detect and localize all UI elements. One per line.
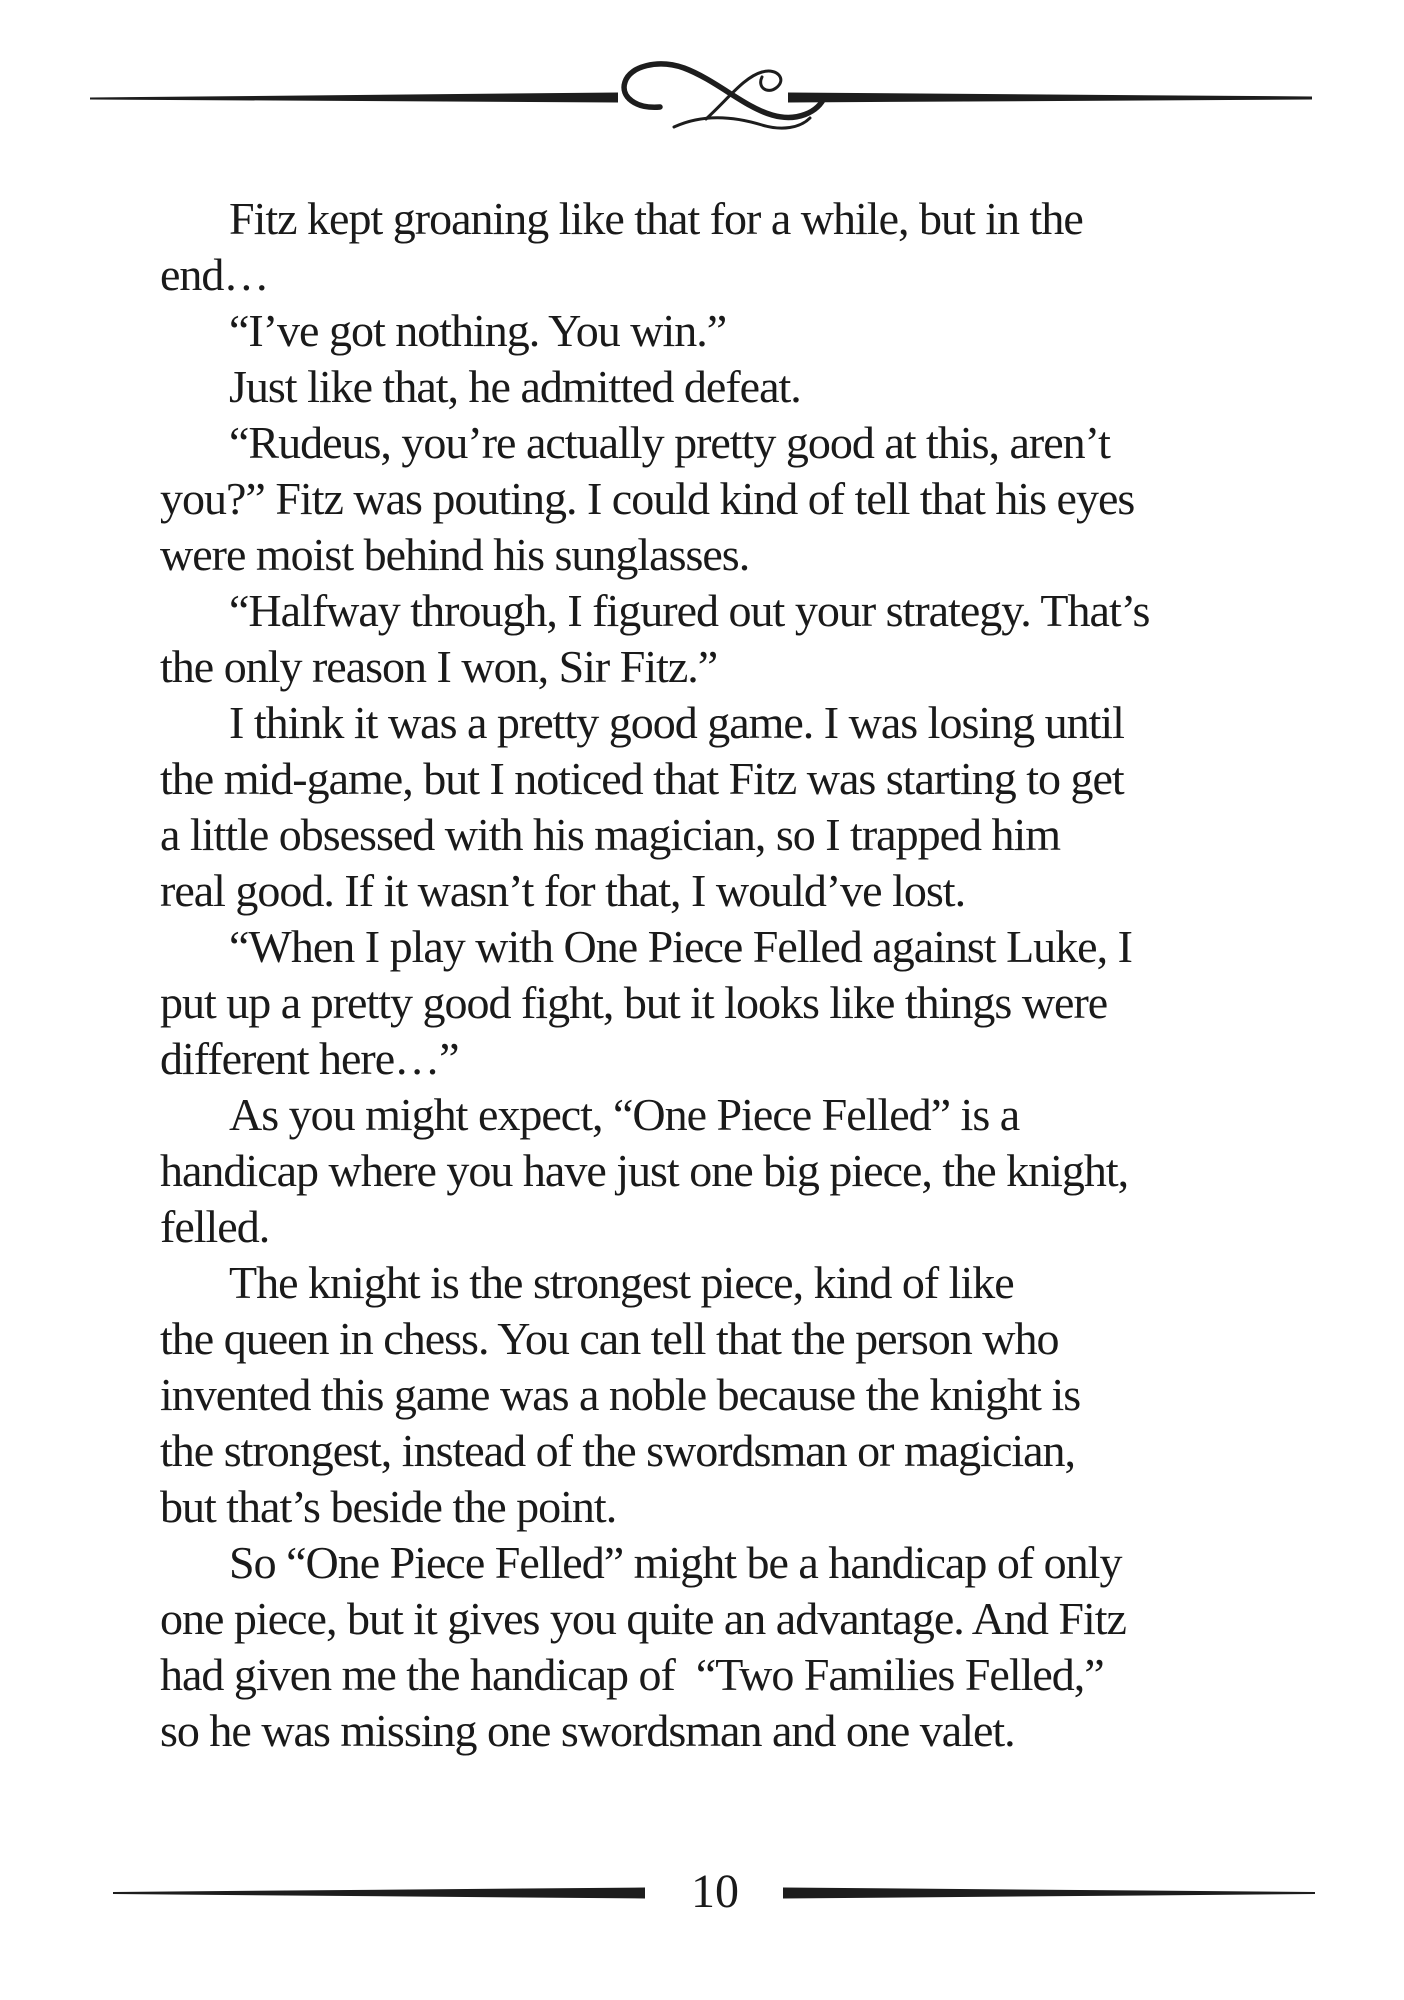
text-line: “I’ve got nothing. You win.” <box>229 305 727 356</box>
paragraph <box>160 359 1325 415</box>
text-line: the strongest, instead of the swordsman or magician, <box>160 1425 1076 1476</box>
text-line: handicap where you have just one big piece, the knight, <box>160 1145 1129 1196</box>
text-line: “Rudeus, you’re actually pretty good at this, aren’t <box>229 417 1110 468</box>
paragraph <box>160 919 1325 1087</box>
paragraph <box>160 695 1325 919</box>
text-line: As you might expect, “One Piece Felled” is a <box>229 1089 1020 1140</box>
text-line: Just like that, he admitted defeat. <box>229 361 801 412</box>
paragraph <box>160 1255 1325 1535</box>
paragraph <box>160 1535 1325 1759</box>
paragraph <box>160 303 1325 359</box>
text-line: had given me the handicap of “Two Families Felled,” <box>160 1649 1104 1700</box>
text-line: felled. <box>160 1201 270 1252</box>
text-line: invented this game was a noble because the knight is <box>160 1369 1081 1420</box>
footer-divider <box>113 1862 1315 1924</box>
text-line: I think it was a pretty good game. I was losing until <box>229 697 1124 748</box>
text-line: “Halfway through, I figured out your strategy. That’s <box>229 585 1150 636</box>
text-line: The knight is the strongest piece, kind of like <box>229 1257 1014 1308</box>
text-line: “When I play with One Piece Felled against Luke, I <box>229 921 1132 972</box>
body-text <box>160 191 1325 1759</box>
header-divider <box>90 55 1312 147</box>
text-line: different here…” <box>160 1033 459 1084</box>
footer-rule-right-icon <box>783 1887 1315 1899</box>
text-line: so he was missing one swordsman and one valet. <box>160 1705 1015 1756</box>
header-rule-right-icon <box>788 92 1312 103</box>
text-line: end… <box>160 249 269 300</box>
text-line: the queen in chess. You can tell that the person who <box>160 1313 1059 1364</box>
text-line: you?” Fitz was pouting. I could kind of tell that his eyes <box>160 473 1135 524</box>
text-line: the mid-game, but I noticed that Fitz was starting to get <box>160 753 1124 804</box>
text-line: but that’s beside the point. <box>160 1481 617 1532</box>
text-line: a little obsessed with his magician, so I trapped him <box>160 809 1061 860</box>
text-line: So “One Piece Felled” might be a handicap of only <box>229 1537 1122 1588</box>
text-line: one piece, but it gives you quite an advantage. And Fitz <box>160 1593 1126 1644</box>
footer-rule-left-icon <box>113 1887 645 1899</box>
text-line: real good. If it wasn’t for that, I would’ve lost. <box>160 865 966 916</box>
text-line: put up a pretty good fight, but it looks like things were <box>160 977 1108 1028</box>
paragraph <box>160 191 1325 303</box>
text-line: were moist behind his sunglasses. <box>160 529 750 580</box>
header-rule-left-icon <box>90 92 618 103</box>
paragraph <box>160 583 1325 695</box>
text-line: Fitz kept groaning like that for a while, but in the <box>229 193 1083 244</box>
text-line: the only reason I won, Sir Fitz.” <box>160 641 718 692</box>
paragraph <box>160 415 1325 583</box>
paragraph <box>160 1087 1325 1255</box>
page-number: 10 <box>691 1865 739 1918</box>
